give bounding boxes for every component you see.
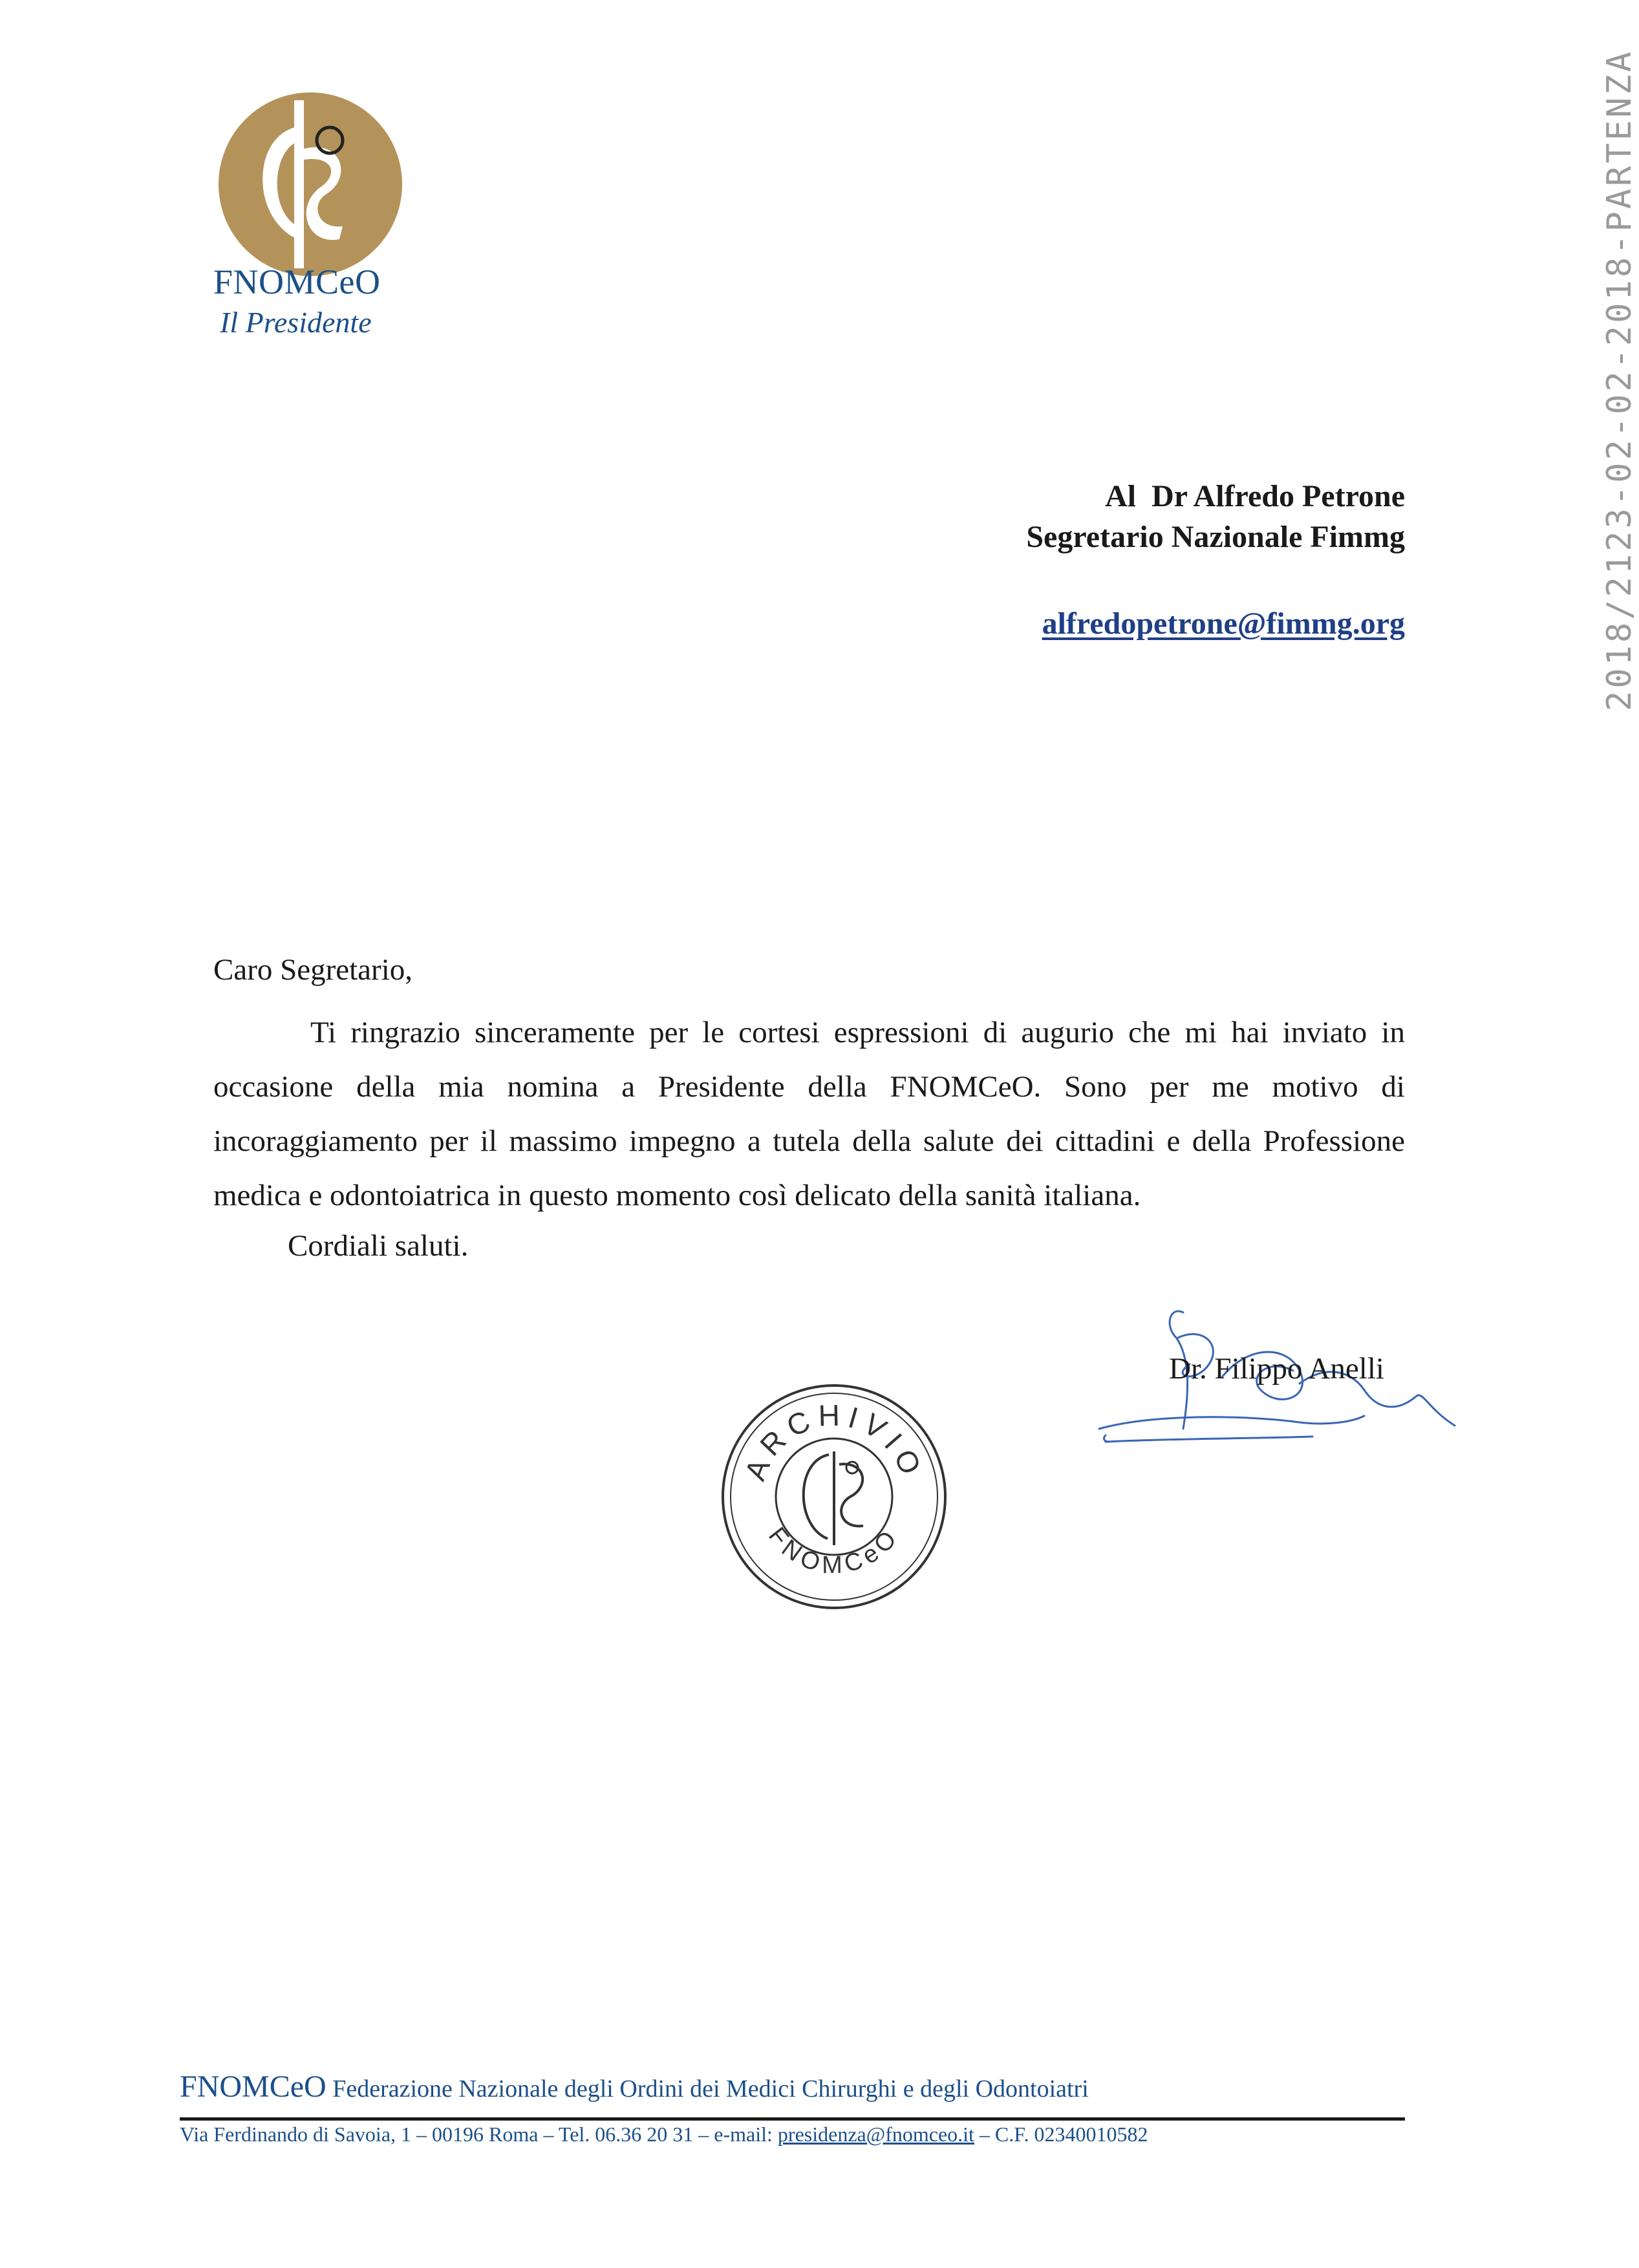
fnomceo-logo-icon [213, 87, 407, 281]
recipient-name: Al Dr Alfredo Petrone [1105, 479, 1405, 513]
salutation: Caro Segretario, [213, 953, 413, 987]
archive-stamp-top-text: ARCHIVIO [738, 1398, 930, 1485]
signer-name: Dr. Filippo Anelli [1169, 1352, 1384, 1385]
org-name: FNOMCeO [213, 262, 381, 301]
recipient-role: Segretario Nazionale Fimmg [1026, 520, 1405, 554]
recipient-email-link[interactable]: alfredopetrone@fimmg.org [1042, 606, 1405, 641]
footer-divider [180, 2117, 1405, 2121]
footer-full-name: Federazione Nazionale degli Ordini dei Medici Chirurghi e degli Odontoiatri [332, 2075, 1089, 2102]
office-title: Il Presidente [220, 306, 372, 339]
archive-stamp-bottom-text: FNOMCeO [763, 1522, 906, 1579]
letter-body [213, 1005, 1405, 1223]
footer-tax-code: – C.F. 02340010582 [979, 2123, 1148, 2146]
footer-address: Via Ferdinando di Savoia, 1 – 00196 Roma – Tel. 06.36 20 31 – e-mail: [180, 2123, 773, 2146]
footer-contact-line [180, 2123, 1148, 2146]
closing: Cordiali saluti. [288, 1229, 469, 1263]
footer-org-line [180, 2069, 1089, 2104]
letter-body-text: Ti ringrazio sinceramente per le cortesi espressioni di augurio che mi hai inviato in occasione della mia nomina a Presidente della FNOMCeO. Sono per me motivo di incoraggiamento per il massimo impegno a tutela della salute dei cittadini e della Professione medica e odontoiatrica in questo momento così delicato della sanità italiana. [213, 1016, 1405, 1212]
archive-stamp-icon [718, 1380, 950, 1613]
footer-brand: FNOMCeO [180, 2070, 327, 2104]
protocol-stamp: 2018/2123-02-02-2018-PARTENZA [1600, 49, 1639, 711]
footer-email-link[interactable]: presidenza@fnomceo.it [777, 2123, 974, 2146]
